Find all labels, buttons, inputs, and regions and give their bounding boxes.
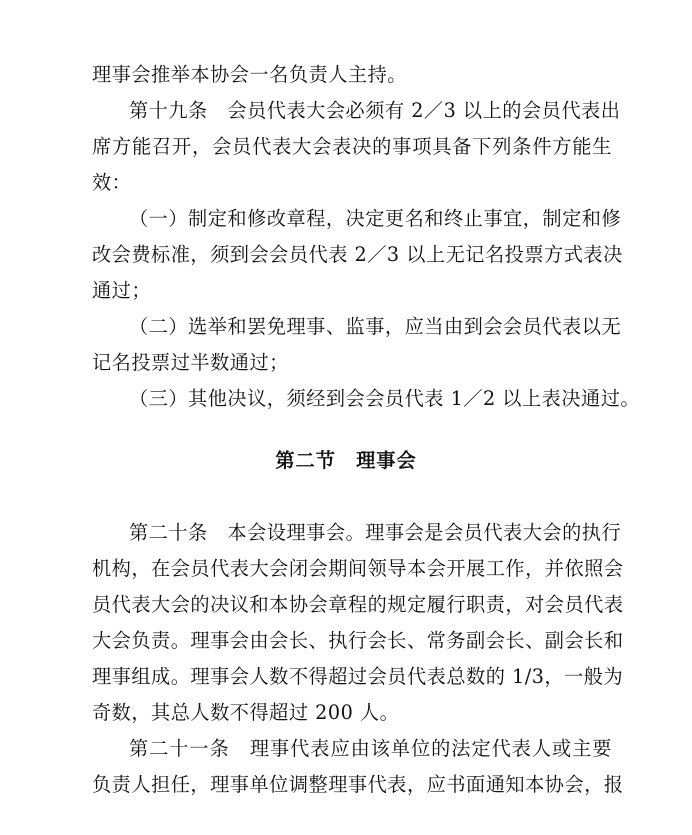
section-heading: 第二节 理事会: [275, 449, 417, 472]
article-19-line-1: 第十九条 会员代表大会必须有 2／3 以上的会员代表出: [129, 99, 621, 122]
text-line: 理事组成。理事会人数不得超过会员代表总数的 1/3，一般为: [92, 665, 624, 688]
text-line: 改会费标准，须到会会员代表 2／3 以上无记名投票方式表决: [92, 243, 623, 266]
text-line: 理事会推举本协会一名负责人主持。: [92, 63, 407, 86]
text-line: 席方能召开，会员代表大会表决的事项具备下列条件方能生: [92, 135, 612, 158]
text-line: 大会负责。理事会由会长、执行会长、常务副会长、副会长和: [92, 629, 624, 652]
article-20-line-1: 第二十条 本会设理事会。理事会是会员代表大会的执行: [129, 521, 622, 544]
article-21-line-1: 第二十一条 理事代表应由该单位的法定代表人或主要: [129, 737, 612, 760]
text-line: 奇数，其总人数不得超过 200 人。: [92, 701, 400, 724]
text-line: 员代表大会的决议和本协会章程的规定履行职责，对会员代表: [92, 593, 624, 616]
clause-1-line-1: （一）制定和修改章程，决定更名和终止事宜，制定和修: [129, 207, 622, 230]
clause-3-line-1: （三）其他决议，须经到会会员代表 1／2 以上表决通过。: [129, 387, 641, 410]
text-line: 机构，在会员代表大会闭会期间领导本会开展工作，并依照会: [92, 557, 624, 580]
text-line: 记名投票过半数通过；: [92, 351, 289, 374]
text-line: 效：: [92, 171, 132, 194]
text-line: 通过；: [92, 279, 152, 302]
text-line: 负责人担任，理事单位调整理事代表，应书面通知本协会，报: [92, 773, 624, 796]
clause-2-line-1: （二）选举和罢免理事、监事，应当由到会会员代表以无: [129, 315, 622, 338]
